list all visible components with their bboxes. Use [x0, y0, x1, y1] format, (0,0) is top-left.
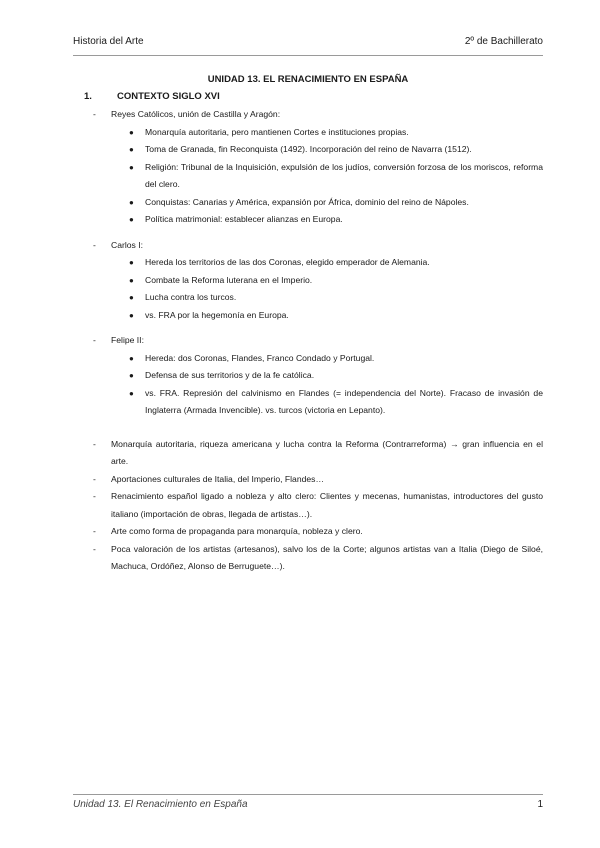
point-text: Poca valoración de los artistas (artesanos), salvo los de la Corte; algunos artistas van a Italia (Diego de Siloé, Machuca, Ordóñez, Alonso de Berruguete…).: [111, 543, 543, 571]
dash-marker: -: [93, 335, 96, 345]
doc-title: UNIDAD 13. EL RENACIMIENTO EN ESPAÑA: [207, 74, 409, 85]
group-label: Reyes Católicos, unión de Castilla y Aragón:: [111, 109, 281, 119]
bullet-icon: ●: [129, 310, 134, 320]
point-text: Renacimiento español ligado a nobleza y alto clero: Clientes y mecenas, humanistas, introductores del gusto italiano (importación de obras, llegada de artistas…).: [111, 491, 543, 519]
group-label: Carlos I:: [111, 239, 143, 250]
dash-marker: -: [93, 473, 96, 484]
section-heading: [73, 88, 543, 106]
bullet-icon: ●: [129, 353, 134, 363]
bullet-item: [73, 289, 543, 307]
bullet-icon: ●: [129, 258, 134, 267]
dash-marker: -: [93, 239, 96, 250]
dash-marker: -: [93, 543, 96, 554]
dash-marker: -: [93, 438, 96, 449]
page-number: 1: [537, 799, 543, 810]
bullet-text: Monarquía autoritaria, pero mantienen Cortes e instituciones propias.: [145, 126, 409, 137]
bullet-item: [73, 141, 543, 159]
spacer: [73, 428, 543, 436]
dash-item: [73, 436, 543, 471]
bullet-icon: ●: [129, 127, 134, 137]
bullet-item: [73, 124, 543, 142]
bullet-item: [73, 307, 543, 325]
bullet-text: Combate la Reforma luterana en el Imperio.: [145, 274, 313, 285]
bullet-icon: ●: [129, 215, 134, 224]
bullet-text: Defensa de sus territorios y de la fe católica.: [145, 370, 315, 380]
point-text: Monarquía autoritaria, riqueza americana y lucha contra la Reforma (Contrarreforma) → gran influencia en el arte.: [111, 438, 543, 466]
group-label: Felipe II:: [111, 335, 144, 345]
bullet-text: vs. FRA. Represión del calvinismo en Flandes (= independencia del Norte). Fracaso de invasión de Inglaterra (Armada Invencible). vs. turcos (victoria en Lepanto).: [145, 387, 543, 415]
group-reyes-catolicos: [73, 106, 543, 229]
bullet-icon: ●: [129, 197, 134, 207]
dash-marker: -: [93, 109, 96, 119]
bullet-text: Lucha contra los turcos.: [145, 292, 237, 302]
bullet-text: Religión: Tribunal de la Inquisición, expulsión de los judíos, conversión forzosa de los moriscos, reforma del clero.: [145, 161, 543, 189]
header-rule: [73, 55, 543, 56]
point-text: Aportaciones culturales de Italia, del Imperio, Flandes…: [111, 473, 325, 484]
dash-item: [73, 106, 543, 124]
bullet-icon: ●: [129, 145, 134, 154]
bullet-text: Conquistas: Canarias y América, expansión por África, dominio del reino de Nápoles.: [145, 196, 469, 207]
header-subject: Historia del Arte: [73, 36, 144, 47]
dash-marker: -: [93, 491, 96, 501]
bullet-item: [73, 194, 543, 212]
dash-item: [73, 237, 543, 255]
bullet-item: [73, 350, 543, 368]
dash-item: [73, 523, 543, 541]
bullet-item: [73, 254, 543, 272]
bullet-item: [73, 159, 543, 194]
bullet-icon: ●: [129, 162, 134, 172]
header-course: 2º de Bachillerato: [464, 36, 543, 47]
bullet-text: vs. FRA por la hegemonía en Europa.: [145, 309, 289, 320]
dash-item: [73, 541, 543, 576]
bullet-text: Hereda: dos Coronas, Flandes, Franco Condado y Portugal.: [145, 352, 375, 363]
dash-item: [73, 471, 543, 489]
bullet-text: Política matrimonial: establecer alianzas en Europa.: [145, 214, 343, 224]
bullet-item: [73, 385, 543, 420]
dash-item: [73, 332, 543, 350]
bullet-text: Toma de Granada, fin Reconquista (1492). Incorporación del reino de Navarra (1512).: [145, 144, 472, 154]
bullet-text: Hereda los territorios de las dos Coronas, elegido emperador de Alemania.: [145, 257, 430, 267]
dash-marker: -: [93, 526, 96, 536]
summary-points: [73, 436, 543, 576]
point-text: Arte como forma de propaganda para monarquía, nobleza y clero.: [111, 526, 363, 536]
bullet-item: [73, 367, 543, 385]
group-carlos-i: [73, 237, 543, 325]
section-title: CONTEXTO SIGLO XVI: [117, 91, 220, 102]
footer-rule: [73, 794, 543, 795]
document-body: [73, 72, 543, 576]
section-number: 1.: [84, 91, 92, 102]
bullet-icon: ●: [129, 371, 134, 380]
bullet-item: [73, 211, 543, 229]
dash-item: [73, 488, 543, 523]
bullet-icon: ●: [129, 388, 134, 398]
page-footer: [73, 799, 543, 810]
bullet-icon: ●: [129, 275, 134, 285]
group-felipe-ii: [73, 332, 543, 420]
footer-unit-title: Unidad 13. El Renacimiento en España: [73, 799, 248, 810]
page-header: [73, 36, 543, 53]
bullet-item: [73, 272, 543, 290]
bullet-icon: ●: [129, 293, 134, 302]
